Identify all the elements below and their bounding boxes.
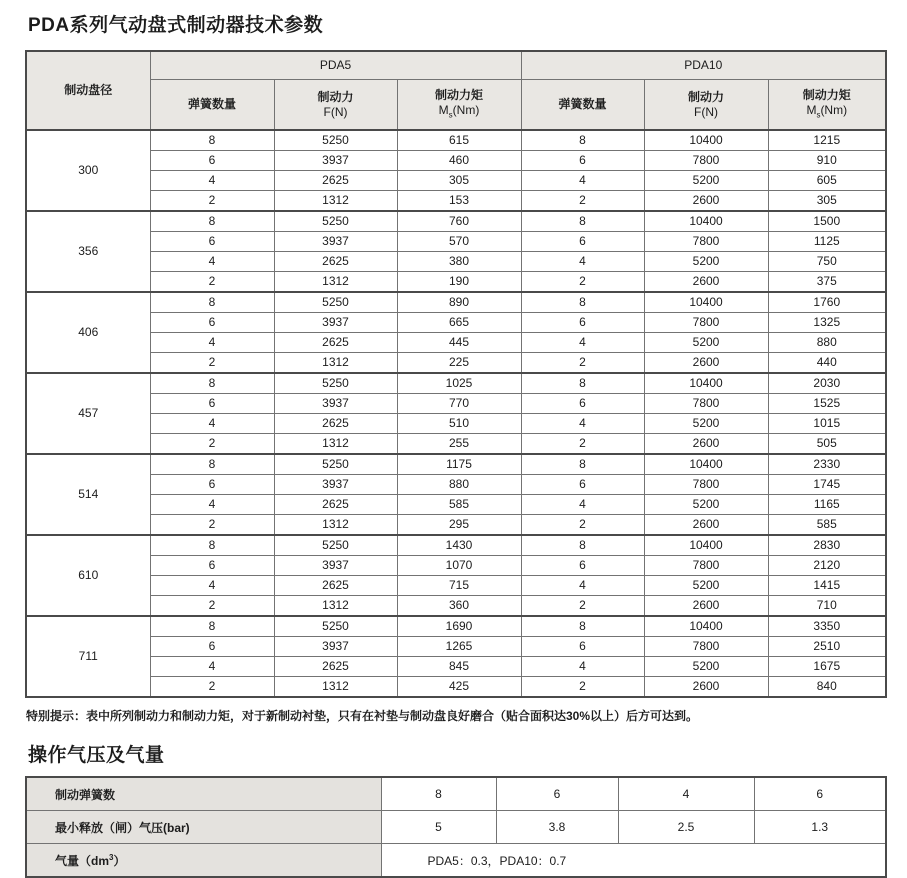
pda10-springs-header: 弹簧数量 (521, 80, 644, 131)
pda5-torque-cell: 1690 (397, 616, 521, 637)
pda10-springs-cell: 6 (521, 313, 644, 333)
pda10-force-cell: 5200 (644, 576, 768, 596)
torque-header-label: 制动力矩 (802, 88, 851, 103)
pda5-springs-cell: 2 (150, 596, 274, 617)
pda5-force-cell: 2625 (274, 576, 397, 596)
pda5-force-cell: 3937 (274, 151, 397, 171)
pda5-force-cell: 5250 (274, 616, 397, 637)
pda10-force-cell: 2600 (644, 272, 768, 293)
spring-count-row (26, 777, 886, 811)
pda10-torque-cell: 375 (768, 272, 886, 293)
spec-row (26, 313, 886, 333)
pda5-springs-cell: 8 (150, 292, 274, 313)
spec-row (26, 333, 886, 353)
spec-row (26, 495, 886, 515)
pda10-force-cell: 2600 (644, 353, 768, 374)
pda5-torque-cell: 1070 (397, 556, 521, 576)
pda5-force-cell: 5250 (274, 373, 397, 394)
pda5-springs-cell: 6 (150, 637, 274, 657)
torque-header-unit: $M_s(Nm)$ (806, 103, 848, 120)
pda5-torque-cell: 665 (397, 313, 521, 333)
pda5-force-cell: 2625 (274, 495, 397, 515)
pda10-springs-cell: 8 (521, 454, 644, 475)
pda10-torque-cell: 2830 (768, 535, 886, 556)
pda10-force-cell: 2600 (644, 515, 768, 536)
pda10-torque-cell: 1760 (768, 292, 886, 313)
pda5-springs-cell: 4 (150, 252, 274, 272)
spec-row (26, 414, 886, 434)
pda10-force-cell: 7800 (644, 637, 768, 657)
pda10-torque-cell: 1745 (768, 475, 886, 495)
pda10-springs-cell: 2 (521, 434, 644, 455)
pda10-force-cell: 5200 (644, 657, 768, 677)
sub-header-row (26, 80, 886, 131)
spring-count-value: 6 (754, 777, 886, 811)
spec-row (26, 171, 886, 191)
spec-row (26, 616, 886, 637)
pda10-torque-cell: 585 (768, 515, 886, 536)
diameter-cell: 514 (26, 454, 150, 535)
pda10-force-cell: 2600 (644, 677, 768, 698)
force-header-label: 制动力 (688, 89, 725, 104)
pda5-springs-cell: 2 (150, 434, 274, 455)
pda10-force-cell: 10400 (644, 454, 768, 475)
pda5-springs-cell: 2 (150, 677, 274, 698)
pda10-torque-cell: 1325 (768, 313, 886, 333)
pda5-springs-cell: 2 (150, 515, 274, 536)
pda5-torque-cell: 460 (397, 151, 521, 171)
pda10-force-cell: 2600 (644, 191, 768, 212)
pda5-torque-cell: 760 (397, 211, 521, 232)
pda5-force-cell: 5250 (274, 535, 397, 556)
pda5-springs-cell: 8 (150, 535, 274, 556)
pda10-torque-cell: 2510 (768, 637, 886, 657)
release-pressure-value: 3.8 (496, 811, 618, 844)
pda5-springs-cell: 8 (150, 373, 274, 394)
pda10-springs-cell: 8 (521, 535, 644, 556)
spec-row (26, 394, 886, 414)
pda10-torque-cell: 3350 (768, 616, 886, 637)
spec-row (26, 454, 886, 475)
force-header-unit: F(N) (694, 104, 719, 119)
pda10-springs-cell: 4 (521, 495, 644, 515)
pda10-torque-cell: 1215 (768, 130, 886, 151)
pda5-springs-cell: 2 (150, 353, 274, 374)
pda5-springs-cell: 4 (150, 333, 274, 353)
diameter-header-cell: 制动盘径 (26, 51, 150, 130)
pda5-torque-cell: 1175 (397, 454, 521, 475)
pda5-torque-cell: 360 (397, 596, 521, 617)
air-volume-label: 气量$(dm^3)$ (26, 844, 381, 878)
pda10-force-cell: 2600 (644, 596, 768, 617)
spec-row (26, 475, 886, 495)
pda10-springs-cell: 2 (521, 596, 644, 617)
spec-row (26, 130, 886, 151)
pda10-force-cell: 7800 (644, 475, 768, 495)
pda10-springs-cell: 6 (521, 232, 644, 252)
pda5-torque-cell: 570 (397, 232, 521, 252)
release-pressure-value: 2.5 (618, 811, 754, 844)
pda10-torque-cell: 505 (768, 434, 886, 455)
pda10-force-cell: 7800 (644, 556, 768, 576)
pda5-springs-cell: 4 (150, 657, 274, 677)
diameter-cell: 406 (26, 292, 150, 373)
pda5-force-cell: 5250 (274, 211, 397, 232)
spec-row (26, 191, 886, 212)
parameters-table (25, 50, 887, 698)
pda10-torque-cell: 605 (768, 171, 886, 191)
pda10-torque-cell: 750 (768, 252, 886, 272)
pda5-torque-cell: 890 (397, 292, 521, 313)
pda5-springs-cell: 6 (150, 475, 274, 495)
force-header-label: 制动力 (317, 89, 354, 104)
spring-count-value: 4 (618, 777, 754, 811)
pda10-force-cell: 5200 (644, 333, 768, 353)
diameter-cell: 711 (26, 616, 150, 697)
pda10-torque-header (768, 80, 886, 131)
torque-header-label: 制动力矩 (435, 88, 484, 103)
pda10-force-cell: 2600 (644, 434, 768, 455)
spec-row (26, 151, 886, 171)
pda5-header-cell: PDA5 (150, 51, 521, 80)
pda10-force-cell: 10400 (644, 535, 768, 556)
pda5-springs-cell: 8 (150, 211, 274, 232)
pda10-springs-cell: 4 (521, 171, 644, 191)
spec-row (26, 232, 886, 252)
pda5-torque-cell: 1025 (397, 373, 521, 394)
spec-row (26, 535, 886, 556)
spec-row (26, 211, 886, 232)
pda5-torque-cell: 445 (397, 333, 521, 353)
release-pressure-label: 最小释放（闸）气压(bar) (26, 811, 381, 844)
pda10-force-cell: 10400 (644, 211, 768, 232)
parameters-section-title: PDA系列气动盘式制动器技术参数 (28, 15, 324, 36)
pda5-springs-cell: 2 (150, 272, 274, 293)
pda10-force-cell: 7800 (644, 151, 768, 171)
pressure-section-title: 操作气压及气量 (28, 745, 165, 766)
pda5-torque-cell: 425 (397, 677, 521, 698)
pressure-table (25, 776, 887, 878)
pda5-force-cell: 2625 (274, 414, 397, 434)
pda5-springs-cell: 6 (150, 313, 274, 333)
spec-row (26, 434, 886, 455)
pda10-springs-cell: 8 (521, 130, 644, 151)
pda10-header-cell: PDA10 (521, 51, 886, 80)
pda10-force-cell: 5200 (644, 171, 768, 191)
pda10-torque-cell: 1125 (768, 232, 886, 252)
pda10-springs-cell: 4 (521, 252, 644, 272)
spec-row (26, 373, 886, 394)
pda10-force-header (644, 80, 768, 131)
pda5-force-cell: 1312 (274, 191, 397, 212)
pda5-torque-cell: 615 (397, 130, 521, 151)
spring-count-label: 制动弹簧数 (26, 777, 381, 811)
pda10-torque-cell: 440 (768, 353, 886, 374)
pda5-force-cell: 5250 (274, 292, 397, 313)
spec-row (26, 677, 886, 698)
pda10-force-cell: 7800 (644, 313, 768, 333)
pda10-force-cell: 5200 (644, 252, 768, 272)
pda10-springs-cell: 6 (521, 637, 644, 657)
pda5-torque-cell: 845 (397, 657, 521, 677)
spec-row (26, 353, 886, 374)
pda10-force-cell: 7800 (644, 232, 768, 252)
pda10-torque-cell: 1165 (768, 495, 886, 515)
pda10-torque-cell: 1015 (768, 414, 886, 434)
spec-row (26, 292, 886, 313)
pda10-springs-cell: 8 (521, 616, 644, 637)
diameter-cell: 356 (26, 211, 150, 292)
pda5-torque-cell: 585 (397, 495, 521, 515)
pda5-springs-cell: 4 (150, 576, 274, 596)
pda5-force-cell: 3937 (274, 313, 397, 333)
air-volume-row (26, 844, 886, 878)
pda10-torque-cell: 1525 (768, 394, 886, 414)
pda5-force-cell: 1312 (274, 434, 397, 455)
spec-row (26, 515, 886, 536)
pda5-springs-cell: 8 (150, 454, 274, 475)
pda5-torque-cell: 190 (397, 272, 521, 293)
pda5-force-cell: 3937 (274, 637, 397, 657)
pda5-springs-cell: 6 (150, 232, 274, 252)
pda10-torque-cell: 880 (768, 333, 886, 353)
pda5-torque-cell: 770 (397, 394, 521, 414)
pda5-springs-cell: 2 (150, 191, 274, 212)
pda10-torque-cell: 710 (768, 596, 886, 617)
diameter-cell: 300 (26, 130, 150, 211)
pda5-springs-cell: 4 (150, 171, 274, 191)
pda5-torque-cell: 1430 (397, 535, 521, 556)
pda5-torque-cell: 1265 (397, 637, 521, 657)
pda5-force-cell: 1312 (274, 515, 397, 536)
pda5-force-cell: 2625 (274, 333, 397, 353)
pda5-force-header (274, 80, 397, 131)
pda10-springs-cell: 2 (521, 191, 644, 212)
spring-count-value: 8 (381, 777, 496, 811)
pda10-force-cell: 7800 (644, 394, 768, 414)
pda5-force-cell: 5250 (274, 454, 397, 475)
pda5-torque-cell: 225 (397, 353, 521, 374)
spec-row (26, 657, 886, 677)
pda10-springs-cell: 8 (521, 373, 644, 394)
pda10-force-cell: 10400 (644, 616, 768, 637)
pda5-torque-cell: 715 (397, 576, 521, 596)
pda10-torque-cell: 840 (768, 677, 886, 698)
special-note: 特别提示：表中所列制动力和制动力矩，对于新制动衬垫，只有在衬垫与制动盘良好磨合（贴合面积达30%以上）后方可达到。 (26, 709, 699, 723)
pda10-springs-cell: 6 (521, 475, 644, 495)
pda5-force-cell: 3937 (274, 556, 397, 576)
pda5-force-cell: 1312 (274, 677, 397, 698)
pda5-force-cell: 1312 (274, 353, 397, 374)
pda10-force-cell: 10400 (644, 373, 768, 394)
pda5-torque-header (397, 80, 521, 131)
pda10-springs-cell: 6 (521, 394, 644, 414)
pda10-torque-cell: 1500 (768, 211, 886, 232)
diameter-cell: 457 (26, 373, 150, 454)
release-pressure-value: 1.3 (754, 811, 886, 844)
pda5-force-cell: 5250 (274, 130, 397, 151)
pda5-force-cell: 3937 (274, 475, 397, 495)
pda10-springs-cell: 4 (521, 576, 644, 596)
spring-count-value: 6 (496, 777, 618, 811)
pda10-force-cell: 10400 (644, 130, 768, 151)
pda10-springs-cell: 2 (521, 353, 644, 374)
pda5-torque-cell: 255 (397, 434, 521, 455)
spec-row (26, 252, 886, 272)
pda10-springs-cell: 8 (521, 292, 644, 313)
pda10-springs-cell: 8 (521, 211, 644, 232)
pda10-springs-cell: 4 (521, 333, 644, 353)
pda5-force-cell: 3937 (274, 394, 397, 414)
pda5-springs-cell: 6 (150, 394, 274, 414)
diameter-cell: 610 (26, 535, 150, 616)
pda10-force-cell: 10400 (644, 292, 768, 313)
pda5-torque-cell: 295 (397, 515, 521, 536)
pda5-springs-cell: 8 (150, 130, 274, 151)
pda5-force-cell: 2625 (274, 657, 397, 677)
model-header-row (26, 51, 886, 80)
pda10-torque-cell: 1415 (768, 576, 886, 596)
pda5-springs-cell: 6 (150, 556, 274, 576)
pda5-force-cell: 1312 (274, 272, 397, 293)
spec-row (26, 272, 886, 293)
pda5-springs-header: 弹簧数量 (150, 80, 274, 131)
pda10-springs-cell: 2 (521, 515, 644, 536)
release-pressure-row (26, 811, 886, 844)
pda10-torque-cell: 2120 (768, 556, 886, 576)
spec-row (26, 576, 886, 596)
pda5-springs-cell: 8 (150, 616, 274, 637)
pda10-force-cell: 5200 (644, 495, 768, 515)
pda5-force-cell: 3937 (274, 232, 397, 252)
pda5-springs-cell: 4 (150, 414, 274, 434)
spec-row (26, 596, 886, 617)
pda10-springs-cell: 6 (521, 556, 644, 576)
pda5-force-cell: 2625 (274, 171, 397, 191)
pda5-torque-cell: 880 (397, 475, 521, 495)
pda10-torque-cell: 305 (768, 191, 886, 212)
pda10-torque-cell: 2030 (768, 373, 886, 394)
torque-header-unit: $M_s(Nm)$ (438, 103, 480, 120)
pda10-torque-cell: 910 (768, 151, 886, 171)
pda5-springs-cell: 4 (150, 495, 274, 515)
pda10-springs-cell: 4 (521, 657, 644, 677)
pda5-force-cell: 1312 (274, 596, 397, 617)
pda10-torque-cell: 1675 (768, 657, 886, 677)
pda10-torque-cell: 2330 (768, 454, 886, 475)
pda10-force-cell: 5200 (644, 414, 768, 434)
force-header-unit: F(N) (323, 104, 348, 119)
pda10-springs-cell: 4 (521, 414, 644, 434)
pda5-torque-cell: 153 (397, 191, 521, 212)
spec-row (26, 637, 886, 657)
air-volume-value: PDA5：0.3，PDA10：0.7 (381, 844, 886, 878)
pda5-force-cell: 2625 (274, 252, 397, 272)
pda5-torque-cell: 380 (397, 252, 521, 272)
pda10-springs-cell: 6 (521, 151, 644, 171)
pda5-torque-cell: 510 (397, 414, 521, 434)
pda5-torque-cell: 305 (397, 171, 521, 191)
release-pressure-value: 5 (381, 811, 496, 844)
pda5-springs-cell: 6 (150, 151, 274, 171)
pda10-springs-cell: 2 (521, 677, 644, 698)
spec-row (26, 556, 886, 576)
pda10-springs-cell: 2 (521, 272, 644, 293)
